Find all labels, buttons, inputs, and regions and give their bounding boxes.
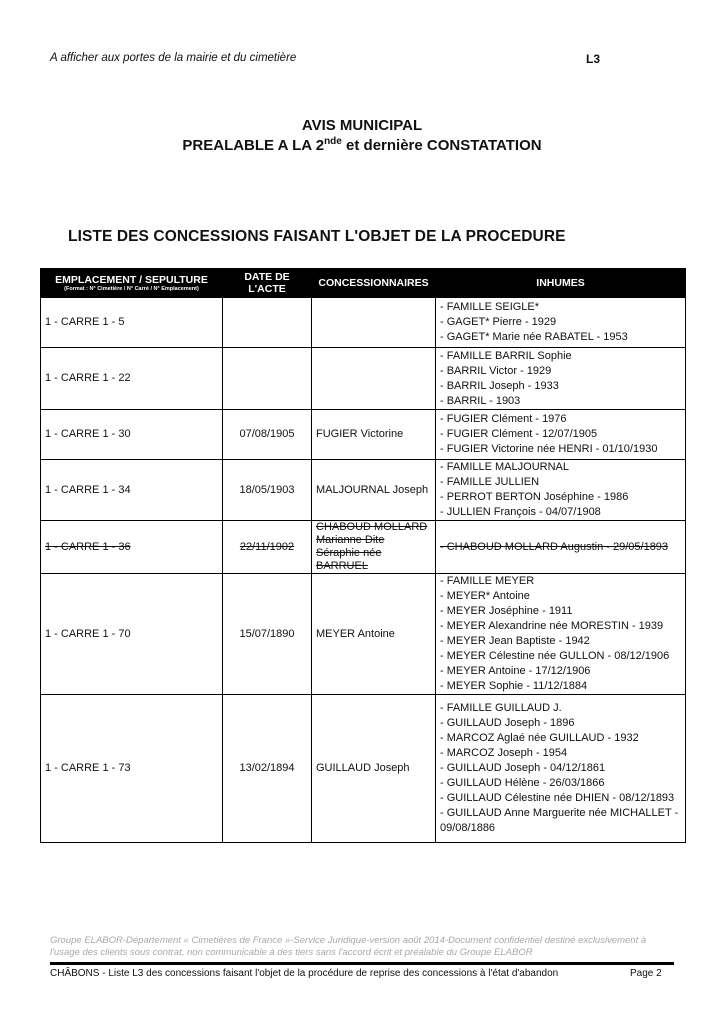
cell-date-text: 13/02/1894 — [239, 762, 295, 774]
inhume-entry: - MEYER Jean Baptiste - 1942 — [440, 635, 590, 647]
inhume-entry: - GUILLAUD Célestine née DHIEN - 08/12/1893 — [440, 792, 675, 804]
cell-concessionnaires — [312, 410, 436, 460]
cell-emplacement-text: 1 - CARRE 1 - 5 — [45, 316, 125, 328]
inhume-entry: - FAMILLE MEYER — [440, 575, 535, 587]
inhume-entry: - MEYER Célestine née GULLON - 08/12/1906 — [440, 650, 670, 662]
cell-emplacement-text: 1 - CARRE 1 - 70 — [45, 627, 131, 640]
cell-inhumes — [436, 348, 686, 410]
table-row — [41, 695, 686, 843]
cell-concessionnaires — [312, 348, 436, 410]
cell-emplacement-text: 1 - CARRE 1 - 22 — [45, 372, 131, 384]
inhume-entry: - FAMILLE BARRIL Sophie — [440, 349, 572, 362]
cell-emplacement-text: 1 - CARRE 1 - 36 — [45, 540, 131, 553]
cell-date-text: 15/07/1890 — [239, 627, 295, 640]
inhume-entry: - MEYER* Antoine — [440, 590, 530, 602]
cell-concessionnaires — [312, 460, 436, 521]
table-row — [41, 574, 686, 695]
cell-date — [223, 298, 312, 348]
inhume-entry: - GAGET* Marie née RABATEL - 1953 — [440, 331, 628, 343]
cell-inhumes — [436, 460, 686, 521]
cell-emplacement — [41, 410, 223, 460]
cell-concessionnaires — [312, 521, 436, 574]
cell-emplacement — [41, 348, 223, 410]
inhume-entry: - MARCOZ Aglaé née GUILLAUD - 1932 — [440, 732, 639, 744]
cell-emplacement-text: 1 - CARRE 1 - 73 — [45, 762, 131, 774]
page-subtitle: PREALABLE A LA 2nde et dernière CONSTATATION — [182, 136, 542, 154]
cell-date — [223, 410, 312, 460]
inhume-entry: - FAMILLE MALJOURNAL — [440, 461, 569, 473]
header-date: DATE DE L'ACTE — [223, 269, 312, 298]
inhume-entry: - GUILLAUD Hélène - 26/03/1866 — [440, 777, 605, 789]
inhume-entry: - BARRIL Victor - 1929 — [440, 364, 552, 377]
inhume-entry: - FAMILLE SEIGLE* — [440, 301, 540, 313]
header-note: A afficher aux portes de la mairie et du cimetière — [50, 52, 297, 64]
inhume-entry: - FAMILLE JULLIEN — [440, 476, 540, 488]
cell-concessionnaires-text: MALJOURNAL Joseph — [316, 483, 429, 496]
cell-emplacement — [41, 460, 223, 521]
inhume-entry: - GUILLAUD Anne Marguerite née MICHALLET - 09/08/1886 — [440, 807, 679, 834]
table-row — [41, 298, 686, 348]
cell-date — [223, 460, 312, 521]
cell-date-text: 18/05/1903 — [239, 483, 295, 496]
inhume-entry: - JULLIEN François - 04/07/1908 — [440, 506, 601, 518]
inhume-entry: - PERROT BERTON Joséphine - 1986 — [440, 491, 629, 503]
inhume-entry: - FUGIER Clément - 12/07/1905 — [440, 428, 598, 440]
table-header-row — [41, 269, 686, 298]
cell-concessionnaires-text: MEYER Antoine — [316, 627, 395, 640]
table-row — [41, 410, 686, 460]
cell-date — [223, 348, 312, 410]
cell-date-text: 22/11/1902 — [239, 540, 295, 553]
inhume-entry: - GAGET* Pierre - 1929 — [440, 316, 557, 328]
cell-emplacement — [41, 298, 223, 348]
inhume-entry: - MEYER Antoine - 17/12/1906 — [440, 665, 591, 677]
cell-date-text: 07/08/1905 — [239, 428, 295, 440]
confidential-notice: Groupe ELABOR-Département « Cimetières de France »-Service Juridique-version août 2014-Document confidentiel destiné exclusivement à l'usage des clients sous contrat, non communicable à des tiers sans l'accord écrit et préalable du Groupe ELABOR — [50, 935, 647, 958]
cell-inhumes — [436, 574, 686, 695]
inhume-entry: - FAMILLE GUILLAUD J. — [440, 702, 562, 714]
cell-emplacement-text: 1 - CARRE 1 - 30 — [45, 428, 131, 440]
page-title: AVIS MUNICIPAL — [301, 117, 423, 134]
table-row — [41, 460, 686, 521]
cell-emplacement — [41, 695, 223, 843]
concessions-table — [40, 268, 686, 843]
inhume-entry: - GUILLAUD Joseph - 1896 — [440, 717, 575, 729]
header-emplacement: EMPLACEMENT / SEPULTURE (Format : N° Cimetière / N° Carré / N° Emplacement) — [41, 269, 223, 298]
cell-inhumes — [436, 695, 686, 843]
header-concessionnaires: CONCESSIONNAIRES — [312, 269, 436, 298]
cell-inhumes — [436, 410, 686, 460]
cell-concessionnaires — [312, 574, 436, 695]
cell-inhumes — [436, 298, 686, 348]
cell-concessionnaires — [312, 298, 436, 348]
cell-emplacement — [41, 574, 223, 695]
page-number: Page 2 — [630, 968, 662, 979]
cell-concessionnaires-text: FUGIER Victorine — [316, 428, 404, 440]
header-inhumes: INHUMES — [436, 269, 686, 298]
cell-date — [223, 574, 312, 695]
footer-divider — [50, 962, 674, 965]
inhume-entry: - MEYER Joséphine - 1911 — [440, 605, 573, 617]
table-row — [41, 348, 686, 410]
inhume-entry: - GUILLAUD Joseph - 04/12/1861 — [440, 762, 606, 774]
inhume-entry: - FUGIER Clément - 1976 — [440, 413, 567, 425]
cell-date — [223, 521, 312, 574]
cell-concessionnaires-text: CHABOUD MOLLARD Marianne Dite Séraphie née BARRUEL — [316, 521, 428, 572]
footer-text: CHÂBONS - Liste L3 des concessions faisant l'objet de la procédure de reprise des concessions à l'état d'abandon — [50, 968, 559, 979]
inhume-entry: - FUGIER Victorine née HENRI - 01/10/1930 — [440, 443, 658, 455]
cell-emplacement — [41, 521, 223, 574]
inhume-entry: - BARRIL Joseph - 1933 — [440, 379, 559, 392]
inhume-entry: - MEYER Alexandrine née MORESTIN - 1939 — [440, 620, 664, 632]
inhume-entry: - CHABOUD MOLLARD Augustin - 29/05/1893 — [440, 540, 669, 553]
table-row — [41, 521, 686, 574]
cell-emplacement-text: 1 - CARRE 1 - 34 — [45, 483, 131, 496]
inhume-entry: - MEYER Sophie - 11/12/1884 — [440, 680, 588, 692]
inhume-entry: - BARRIL - 1903 — [440, 394, 521, 407]
list-title: LISTE DES CONCESSIONS FAISANT L'OBJET DE LA PROCEDURE — [68, 228, 566, 245]
cell-inhumes — [436, 521, 686, 574]
document-ref: L3 — [586, 52, 601, 66]
cell-date — [223, 695, 312, 843]
inhume-entry: - MARCOZ Joseph - 1954 — [440, 747, 568, 759]
cell-concessionnaires-text: GUILLAUD Joseph — [316, 762, 410, 774]
cell-concessionnaires — [312, 695, 436, 843]
